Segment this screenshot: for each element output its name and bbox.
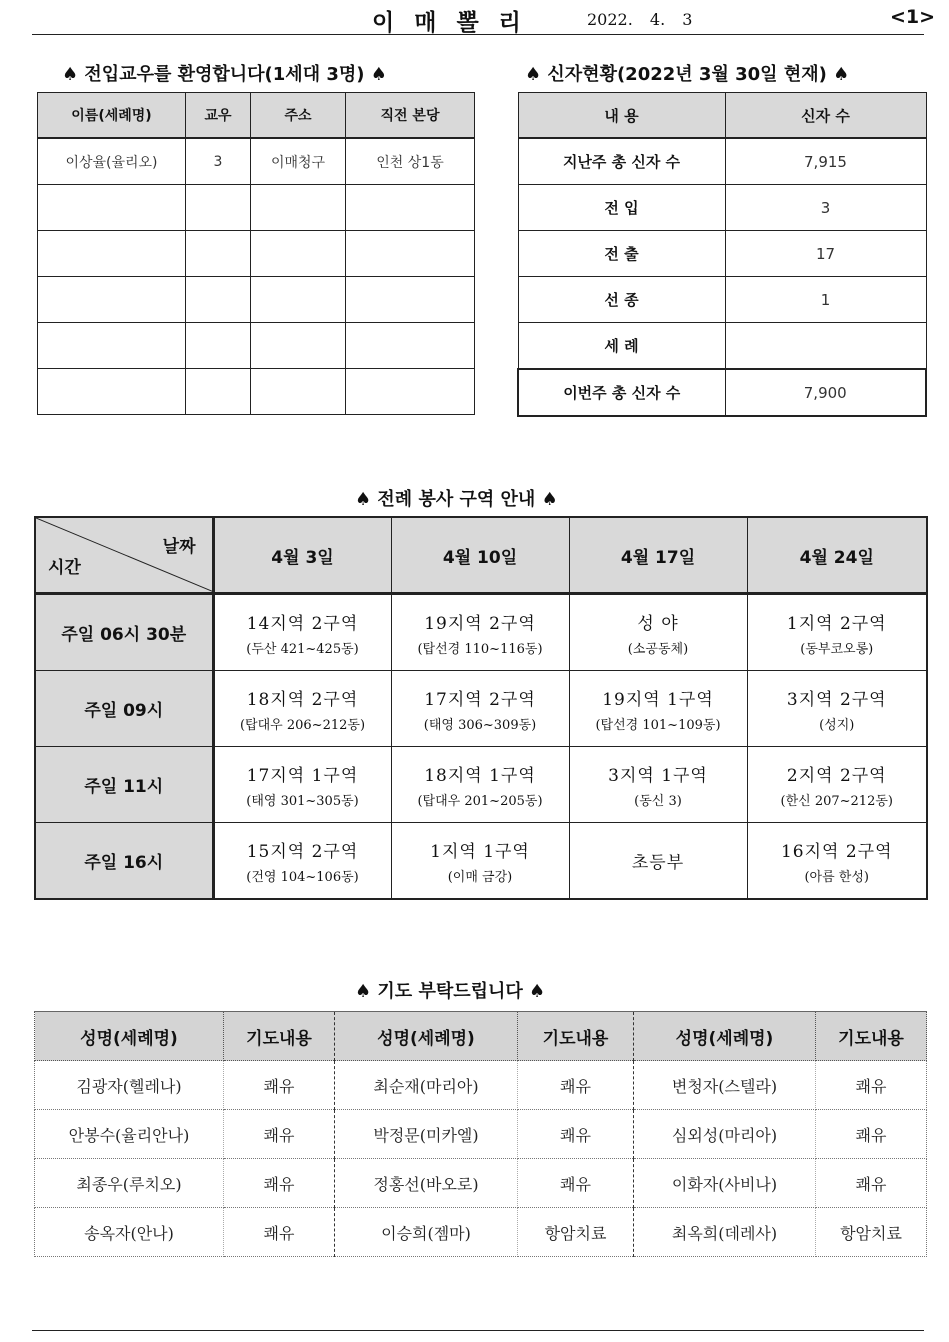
empty-cell — [38, 369, 186, 415]
district-detail: (태영 306~309동) — [423, 717, 537, 733]
table-row — [518, 138, 926, 185]
service-time: 주일 11시 — [35, 747, 213, 823]
empty-cell — [346, 185, 475, 231]
table-row — [38, 369, 475, 415]
prayer-intention: 쾌유 — [224, 1208, 335, 1257]
prayer-intention: 항암치료 — [518, 1208, 634, 1257]
empty-cell — [38, 323, 186, 369]
prayer-intention: 쾌유 — [224, 1159, 335, 1208]
table-row — [518, 369, 926, 416]
service-cell — [391, 747, 569, 823]
status-label: 지난주 총 신자 수 — [518, 138, 725, 185]
status-value: 1 — [725, 277, 926, 323]
district-detail: (이매 금강) — [447, 869, 513, 885]
table-row — [518, 231, 926, 277]
service-cell — [569, 594, 747, 671]
service-cell — [747, 747, 927, 823]
empty-cell — [38, 277, 186, 323]
column-header: 내 용 — [518, 93, 725, 139]
service-time: 주일 16시 — [35, 823, 213, 900]
table-row — [35, 1159, 927, 1208]
empty-cell — [186, 277, 251, 323]
empty-cell — [251, 185, 346, 231]
column-header: 기도내용 — [224, 1012, 335, 1061]
column-header: 성명(세례명) — [634, 1012, 816, 1061]
empty-cell — [346, 323, 475, 369]
empty-cell — [251, 369, 346, 415]
service-cell — [213, 747, 391, 823]
empty-cell — [38, 231, 186, 277]
member-address: 이매청구 — [251, 138, 346, 185]
bulletin-title: 이 매 뽈 리 — [372, 10, 527, 36]
service-cell — [569, 823, 747, 900]
table-row — [35, 823, 927, 900]
prayer-title: ♠ 기도 부탁드립니다 ♠ — [355, 981, 546, 1002]
page-header — [32, 0, 936, 36]
empty-cell — [186, 369, 251, 415]
prayer-name: 정홍선(바오로) — [335, 1159, 518, 1208]
service-cell — [391, 594, 569, 671]
prayer-name: 송옥자(안나) — [35, 1208, 224, 1257]
district-detail: (한신 207~212동) — [780, 793, 893, 809]
prayer-name: 박정문(미카엘) — [335, 1110, 518, 1159]
empty-cell — [186, 323, 251, 369]
prayer-name: 김광자(헬레나) — [35, 1061, 224, 1110]
district: 2지역 2구역 — [786, 765, 887, 786]
column-header: 이름(세례명) — [38, 93, 186, 139]
status-label: 전 출 — [518, 231, 725, 277]
district: 14지역 2구역 — [246, 613, 359, 634]
prayer-header-row — [35, 1012, 927, 1061]
table-row — [35, 1061, 927, 1110]
status-header-row — [518, 93, 926, 139]
empty-cell — [346, 231, 475, 277]
column-header: 교우 — [186, 93, 251, 139]
district: 3지역 1구역 — [608, 765, 708, 786]
service-cell — [569, 747, 747, 823]
status-label: 전 입 — [518, 185, 725, 231]
prayer-name: 안봉수(율리안나) — [35, 1110, 224, 1159]
service-cell — [213, 671, 391, 747]
district: 17지역 2구역 — [424, 689, 536, 710]
prayer-intention: 쾌유 — [816, 1110, 927, 1159]
table-row — [38, 185, 475, 231]
district-detail: (건영 104~106동) — [246, 869, 359, 885]
district: 3지역 2구역 — [786, 689, 887, 710]
district-detail: (성지) — [819, 717, 855, 733]
table-row — [518, 185, 926, 231]
table-row — [35, 671, 927, 747]
empty-cell — [251, 231, 346, 277]
district-detail: (동신 3) — [634, 793, 682, 809]
district: 18지역 1구역 — [424, 765, 536, 786]
service-time: 주일 06시 30분 — [35, 594, 213, 671]
member-prev-parish: 인천 상1동 — [346, 138, 475, 185]
prayer-name: 이승희(젬마) — [335, 1208, 518, 1257]
prayer-name: 변청자(스텔라) — [634, 1061, 816, 1110]
district: 17지역 1구역 — [246, 765, 359, 786]
date-header: 4월 10일 — [391, 517, 569, 594]
prayer-intention: 쾌유 — [518, 1061, 634, 1110]
empty-cell — [251, 277, 346, 323]
table-row — [35, 747, 927, 823]
service-time: 주일 09시 — [35, 671, 213, 747]
bulletin-date: 2022. 4. 3 — [587, 10, 693, 29]
service-cell — [391, 671, 569, 747]
district-detail: (탑선경 101~109동) — [595, 717, 721, 733]
prayer-intention: 항암치료 — [816, 1208, 927, 1257]
status-label: 이번주 총 신자 수 — [518, 369, 725, 416]
status-table — [517, 92, 927, 417]
table-row — [38, 138, 475, 185]
status-label: 세 례 — [518, 323, 725, 370]
empty-cell — [38, 185, 186, 231]
district-detail: (동부코오롱) — [800, 641, 874, 657]
column-header: 신자 수 — [725, 93, 926, 139]
service-cell — [747, 671, 927, 747]
table-row — [35, 1208, 927, 1257]
table-row — [518, 277, 926, 323]
date-header: 4월 17일 — [569, 517, 747, 594]
column-header: 직전 본당 — [346, 93, 475, 139]
district: 16지역 2구역 — [780, 841, 893, 862]
service-header-row — [35, 517, 927, 594]
prayer-name: 최옥희(데레사) — [634, 1208, 816, 1257]
new-members-table — [37, 92, 475, 415]
member-name: 이상율(율리오) — [38, 138, 186, 185]
prayer-name: 최종우(루치오) — [35, 1159, 224, 1208]
prayer-intention: 쾌유 — [518, 1110, 634, 1159]
status-value — [725, 323, 926, 370]
district-detail: (아름 한성) — [804, 869, 869, 885]
prayer-name: 이화자(사비나) — [634, 1159, 816, 1208]
prayer-intention: 쾌유 — [816, 1159, 927, 1208]
district-detail: (소공동체) — [627, 641, 689, 657]
district-detail: (태영 301~305동) — [246, 793, 359, 809]
district: 18지역 2구역 — [246, 689, 359, 710]
empty-cell — [346, 277, 475, 323]
district: 1지역 1구역 — [430, 841, 530, 862]
empty-cell — [186, 185, 251, 231]
new-members-header-row — [38, 93, 475, 139]
district: 성 야 — [637, 613, 679, 634]
prayer-table — [34, 1011, 927, 1257]
status-value: 7,915 — [725, 138, 926, 185]
empty-cell — [186, 231, 251, 277]
status-value: 7,900 — [725, 369, 926, 416]
date-header: 4월 24일 — [747, 517, 927, 594]
district: 1지역 2구역 — [786, 613, 887, 634]
status-value: 17 — [725, 231, 926, 277]
prayer-intention: 쾌유 — [816, 1061, 927, 1110]
district: 19지역 1구역 — [602, 689, 714, 710]
service-cell — [747, 594, 927, 671]
table-row — [38, 231, 475, 277]
new-members-title: ♠ 전입교우를 환영합니다(1세대 3명) ♠ — [62, 64, 387, 85]
district: 15지역 2구역 — [246, 841, 359, 862]
prayer-intention: 쾌유 — [518, 1159, 634, 1208]
service-cell — [213, 594, 391, 671]
status-title: ♠ 신자현황(2022년 3월 30일 현재) ♠ — [525, 64, 850, 85]
district-detail: (탑선경 110~116동) — [417, 641, 543, 657]
corner-day-label: 날짜 — [162, 537, 196, 557]
district: 19지역 2구역 — [424, 613, 536, 634]
table-row — [35, 1110, 927, 1159]
date-header: 4월 3일 — [213, 517, 391, 594]
prayer-name: 최순재(마리아) — [335, 1061, 518, 1110]
column-header: 기도내용 — [816, 1012, 927, 1061]
service-cell — [569, 671, 747, 747]
district-detail: (탑대우 206~212동) — [239, 717, 366, 733]
corner-time-label: 시간 — [48, 558, 81, 578]
corner-cell — [35, 517, 213, 594]
empty-cell — [251, 323, 346, 369]
service-cell — [747, 823, 927, 900]
column-header: 주소 — [251, 93, 346, 139]
footer-rule — [32, 1330, 924, 1331]
table-row — [38, 323, 475, 369]
status-value: 3 — [725, 185, 926, 231]
district-detail: (탑대우 201~205동) — [417, 793, 543, 809]
column-header: 성명(세례명) — [335, 1012, 518, 1061]
table-row — [38, 277, 475, 323]
column-header: 기도내용 — [518, 1012, 634, 1061]
table-row — [35, 594, 927, 671]
prayer-name: 심외성(마리아) — [634, 1110, 816, 1159]
service-cell — [213, 823, 391, 900]
empty-cell — [346, 369, 475, 415]
page-number: <1> — [890, 6, 936, 28]
table-row — [518, 323, 926, 370]
member-count: 3 — [186, 138, 251, 185]
column-header: 성명(세례명) — [35, 1012, 224, 1061]
service-title: ♠ 전례 봉사 구역 안내 ♠ — [355, 489, 558, 510]
district-detail: (두산 421~425동) — [246, 641, 359, 657]
service-table — [34, 516, 928, 900]
service-cell — [391, 823, 569, 900]
district: 초등부 — [631, 853, 685, 873]
status-label: 선 종 — [518, 277, 725, 323]
prayer-intention: 쾌유 — [224, 1110, 335, 1159]
prayer-intention: 쾌유 — [224, 1061, 335, 1110]
